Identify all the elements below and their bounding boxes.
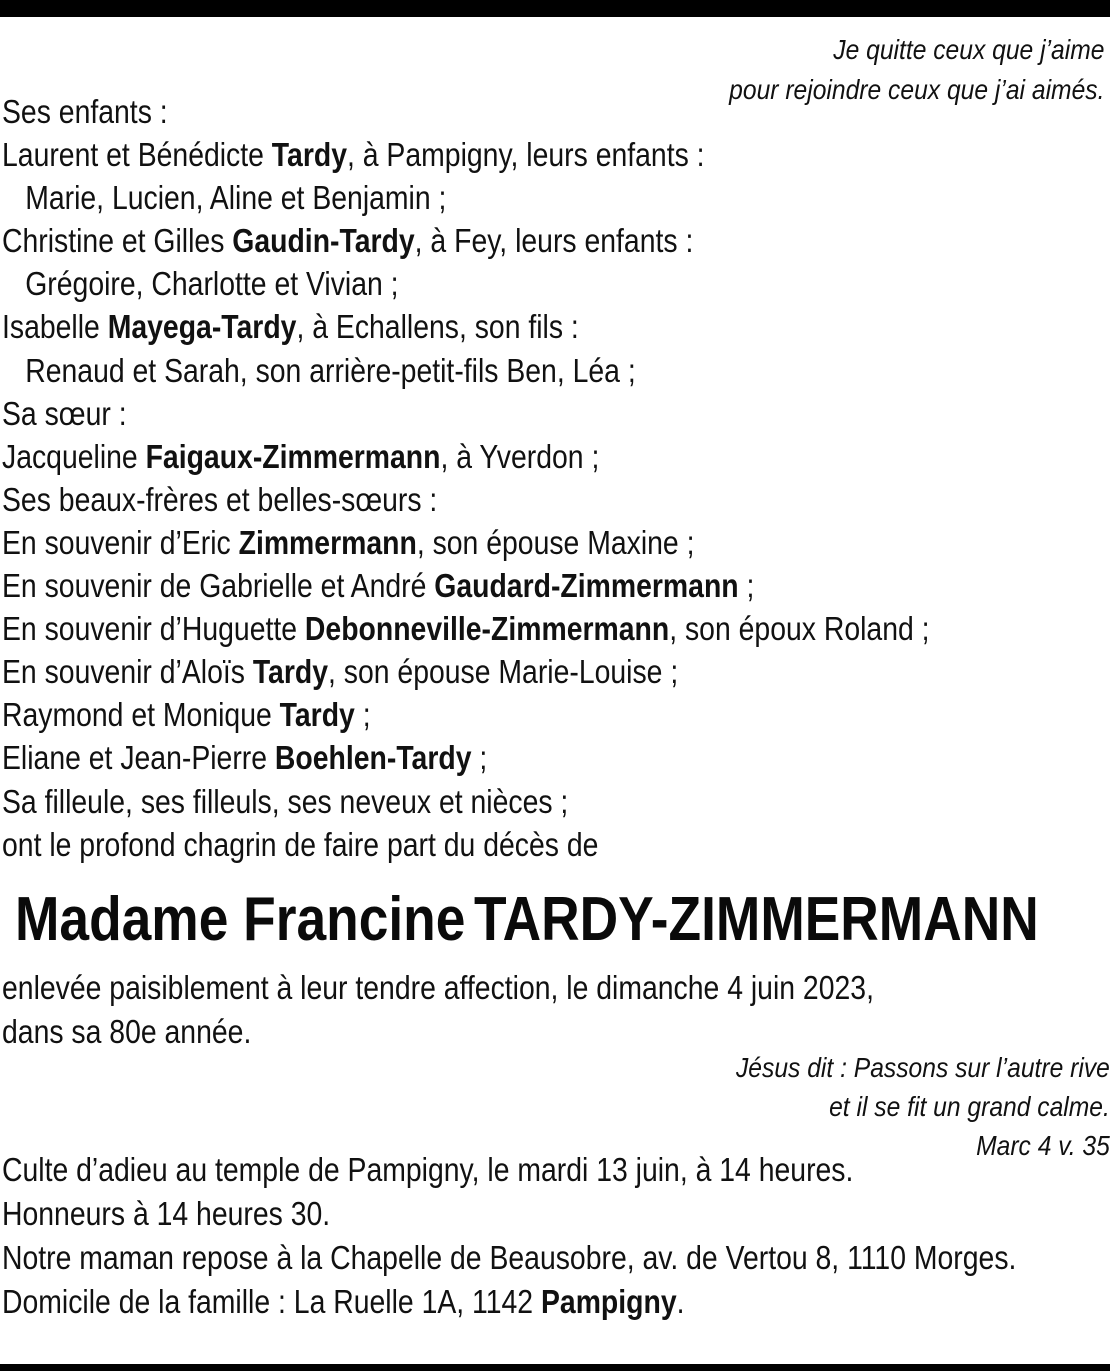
family-surname: Tardy bbox=[252, 653, 329, 691]
family-line-text: , à Yverdon ; bbox=[440, 437, 600, 475]
bottom-border-rule bbox=[0, 1364, 1110, 1371]
family-line-text: ; bbox=[354, 696, 371, 734]
service-line-1: Culte d’adieu au temple de Pampigny, le mardi 13 juin, à 14 heures. bbox=[2, 1151, 854, 1188]
family-surname: Mayega-Tardy bbox=[107, 308, 297, 346]
service-line-4 bbox=[2, 1280, 1016, 1324]
family-line-text: Laurent et Bénédicte bbox=[2, 136, 272, 174]
family-line bbox=[2, 392, 930, 435]
family-line-text: ont le profond chagrin de faire part du décès de bbox=[2, 825, 599, 863]
family-line bbox=[2, 133, 930, 176]
family-surname: Gaudard-Zimmermann bbox=[434, 567, 739, 605]
family-line-text: ; bbox=[738, 567, 755, 605]
family-line-text: , à Fey, leurs enfants : bbox=[414, 222, 694, 260]
family-line bbox=[2, 564, 930, 607]
family-line bbox=[2, 176, 930, 219]
family-line bbox=[2, 693, 930, 736]
family-line bbox=[2, 305, 930, 348]
family-surname: Faigaux-Zimmermann bbox=[145, 437, 441, 475]
family-line-text: Eliane et Jean-Pierre bbox=[2, 739, 275, 777]
family-line-text: Sa filleule, ses filleuls, ses neveux et nièces ; bbox=[2, 782, 569, 820]
family-line bbox=[2, 823, 930, 866]
family-line bbox=[2, 262, 930, 305]
family-line-text: Sa sœur : bbox=[2, 394, 127, 432]
family-line bbox=[2, 780, 930, 823]
family-line-text: , son épouse Maxine ; bbox=[416, 523, 695, 561]
family-line bbox=[2, 435, 930, 478]
family-line-text: , à Pampigny, leurs enfants : bbox=[346, 136, 705, 174]
family-surname: Debonneville-Zimmermann bbox=[304, 610, 670, 648]
family-surname: Zimmermann bbox=[238, 523, 417, 561]
family-line-text: Raymond et Monique bbox=[2, 696, 280, 734]
service-line-3: Notre maman repose à la Chapelle de Beausobre, av. de Vertou 8, 1110 Morges. bbox=[2, 1239, 1017, 1276]
top-border-rule bbox=[0, 0, 1110, 17]
family-line-text: Ses beaux-frères et belles-sœurs : bbox=[2, 480, 438, 518]
address-text: Domicile de la famille : La Ruelle 1A, 1142 bbox=[2, 1283, 541, 1320]
address-town: Pampigny bbox=[540, 1283, 677, 1320]
deceased-first-name: Madame Francine bbox=[15, 885, 466, 954]
family-line-text: ; bbox=[471, 739, 488, 777]
family-line-text: Isabelle bbox=[2, 308, 108, 346]
verse-line-1: Jésus dit : Passons sur l’autre rive bbox=[736, 1052, 1110, 1083]
family-line-text: En souvenir d’Eric bbox=[2, 523, 239, 561]
verse-reference: Marc 4 v. 35 bbox=[976, 1130, 1110, 1161]
passing-statement bbox=[2, 966, 874, 1054]
epigraph-line-1: Je quitte ceux que j’aime bbox=[832, 34, 1104, 65]
family-line bbox=[2, 650, 930, 693]
deceased-surname: TARDY-ZIMMERMANN bbox=[474, 885, 1039, 954]
family-line bbox=[2, 736, 930, 779]
passing-line-1: enlevée paisiblement à leur tendre affection, le dimanche 4 juin 2023, bbox=[2, 969, 874, 1006]
family-line-text: Christine et Gilles bbox=[2, 222, 233, 260]
family-line bbox=[2, 607, 930, 650]
service-details bbox=[2, 1148, 1016, 1324]
family-line bbox=[2, 521, 930, 564]
family-line-text: Renaud et Sarah, son arrière-petit-fils Ben, Léa ; bbox=[25, 351, 636, 389]
service-line-2: Honneurs à 14 heures 30. bbox=[2, 1195, 331, 1232]
family-line-text: , son épouse Marie-Louise ; bbox=[328, 653, 679, 691]
family-surname: Gaudin-Tardy bbox=[232, 222, 415, 260]
family-line-text: En souvenir de Gabrielle et André bbox=[2, 567, 435, 605]
family-line-text: En souvenir d’Huguette bbox=[2, 610, 305, 648]
family-surname: Tardy bbox=[279, 696, 355, 734]
family-line-text: , son époux Roland ; bbox=[669, 610, 930, 648]
family-line-text: , à Echallens, son fils : bbox=[296, 308, 579, 346]
family-line bbox=[2, 478, 930, 521]
family-surname: Boehlen-Tardy bbox=[274, 739, 472, 777]
family-line bbox=[2, 90, 930, 133]
family-line bbox=[2, 219, 930, 262]
family-line-text: Ses enfants : bbox=[2, 93, 168, 130]
family-line bbox=[2, 349, 930, 392]
verse-line-2: et il se fit un grand calme. bbox=[829, 1091, 1110, 1122]
family-line-text: En souvenir d’Aloïs bbox=[2, 653, 253, 691]
family-line-text: Grégoire, Charlotte et Vivian ; bbox=[25, 265, 399, 303]
family-surname: Tardy bbox=[271, 136, 347, 174]
deceased-name-heading bbox=[15, 882, 1039, 958]
address-end: . bbox=[676, 1283, 685, 1320]
family-list bbox=[2, 90, 930, 866]
family-line-text: Jacqueline bbox=[2, 437, 146, 475]
passing-line-2: dans sa 80e année. bbox=[2, 1013, 252, 1050]
family-line-text: Marie, Lucien, Aline et Benjamin ; bbox=[25, 179, 447, 217]
epigraph-line-2: pour rejoindre ceux que j’ai aimés. bbox=[728, 74, 1104, 105]
